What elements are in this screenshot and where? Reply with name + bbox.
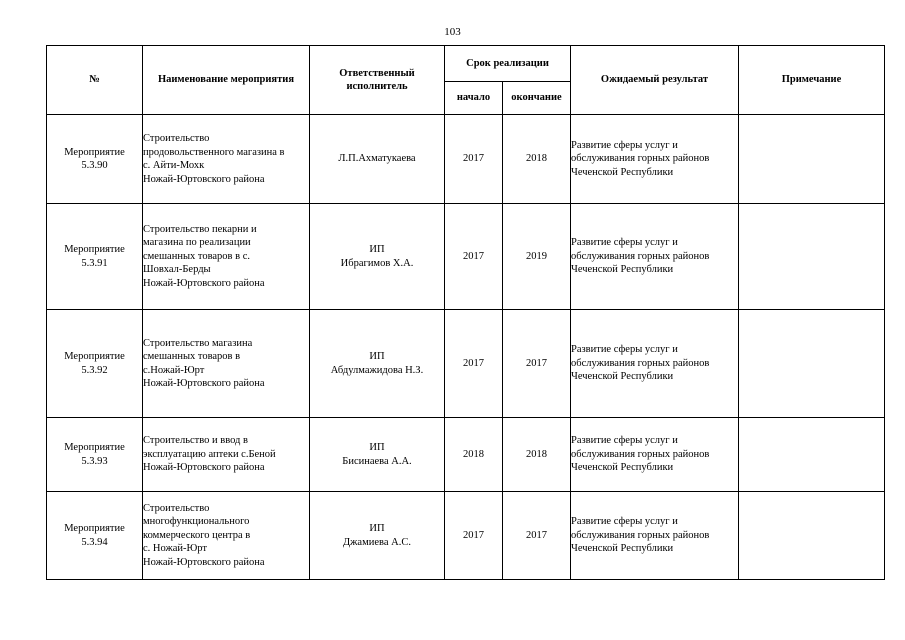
cell-result: Развитие сферы услуг и обслуживания горных районов Чеченской Республики — [571, 204, 739, 310]
cell-num: Мероприятие 5.3.90 — [47, 115, 143, 204]
cell-num: Мероприятие 5.3.92 — [47, 310, 143, 418]
cell-name: Строительство многофункционального коммерческого центра в с. Ножай-Юрт Ножай-Юртовского района — [143, 492, 310, 580]
page-number: 103 — [444, 26, 461, 38]
table-row — [47, 310, 885, 418]
cell-end: 2018 — [503, 418, 571, 492]
cell-result: Развитие сферы услуг и обслуживания горных районов Чеченской Республики — [571, 492, 739, 580]
header-result: Ожидаемый результат — [571, 46, 739, 115]
header-period: Срок реализации — [445, 46, 571, 82]
table-row — [47, 115, 885, 204]
header-num: № — [47, 46, 143, 115]
cell-name: Строительство и ввод в эксплуатацию аптеки с.Беной Ножай-Юртовского района — [143, 418, 310, 492]
cell-end: 2017 — [503, 310, 571, 418]
header-executor: Ответственный исполнитель — [310, 46, 445, 115]
measures-table — [46, 45, 885, 580]
cell-end: 2019 — [503, 204, 571, 310]
table-row — [47, 418, 885, 492]
cell-note — [739, 492, 885, 580]
cell-num: Мероприятие 5.3.93 — [47, 418, 143, 492]
header-start: начало — [445, 82, 503, 115]
cell-executor: ИП Джамиева А.С. — [310, 492, 445, 580]
header-note: Примечание — [739, 46, 885, 115]
cell-executor: ИП Абдулмажидова Н.З. — [310, 310, 445, 418]
cell-executor: ИП Ибрагимов Х.А. — [310, 204, 445, 310]
cell-start: 2017 — [445, 492, 503, 580]
cell-executor: ИП Бисинаева А.А. — [310, 418, 445, 492]
cell-name: Строительство продовольственного магазина в с. Айти-Мохк Ножай-Юртовского района — [143, 115, 310, 204]
table-row — [47, 492, 885, 580]
cell-start: 2017 — [445, 204, 503, 310]
cell-executor: Л.П.Ахматукаева — [310, 115, 445, 204]
cell-note — [739, 115, 885, 204]
header-name: Наименование мероприятия — [143, 46, 310, 115]
cell-result: Развитие сферы услуг и обслуживания горных районов Чеченской Республики — [571, 418, 739, 492]
cell-end: 2017 — [503, 492, 571, 580]
table-row — [47, 204, 885, 310]
cell-note — [739, 204, 885, 310]
cell-num: Мероприятие 5.3.91 — [47, 204, 143, 310]
cell-num: Мероприятие 5.3.94 — [47, 492, 143, 580]
cell-note — [739, 418, 885, 492]
header-end: окончание — [503, 82, 571, 115]
cell-result: Развитие сферы услуг и обслуживания горных районов Чеченской Республики — [571, 115, 739, 204]
cell-note — [739, 310, 885, 418]
cell-name: Строительство магазина смешанных товаров в с.Ножай-Юрт Ножай-Юртовского района — [143, 310, 310, 418]
cell-end: 2018 — [503, 115, 571, 204]
cell-start: 2017 — [445, 310, 503, 418]
cell-name: Строительство пекарни и магазина по реализации смешанных товаров в с. Шовхал-Берды Ножай-Юртовского района — [143, 204, 310, 310]
cell-start: 2018 — [445, 418, 503, 492]
cell-start: 2017 — [445, 115, 503, 204]
cell-result: Развитие сферы услуг и обслуживания горных районов Чеченской Республики — [571, 310, 739, 418]
